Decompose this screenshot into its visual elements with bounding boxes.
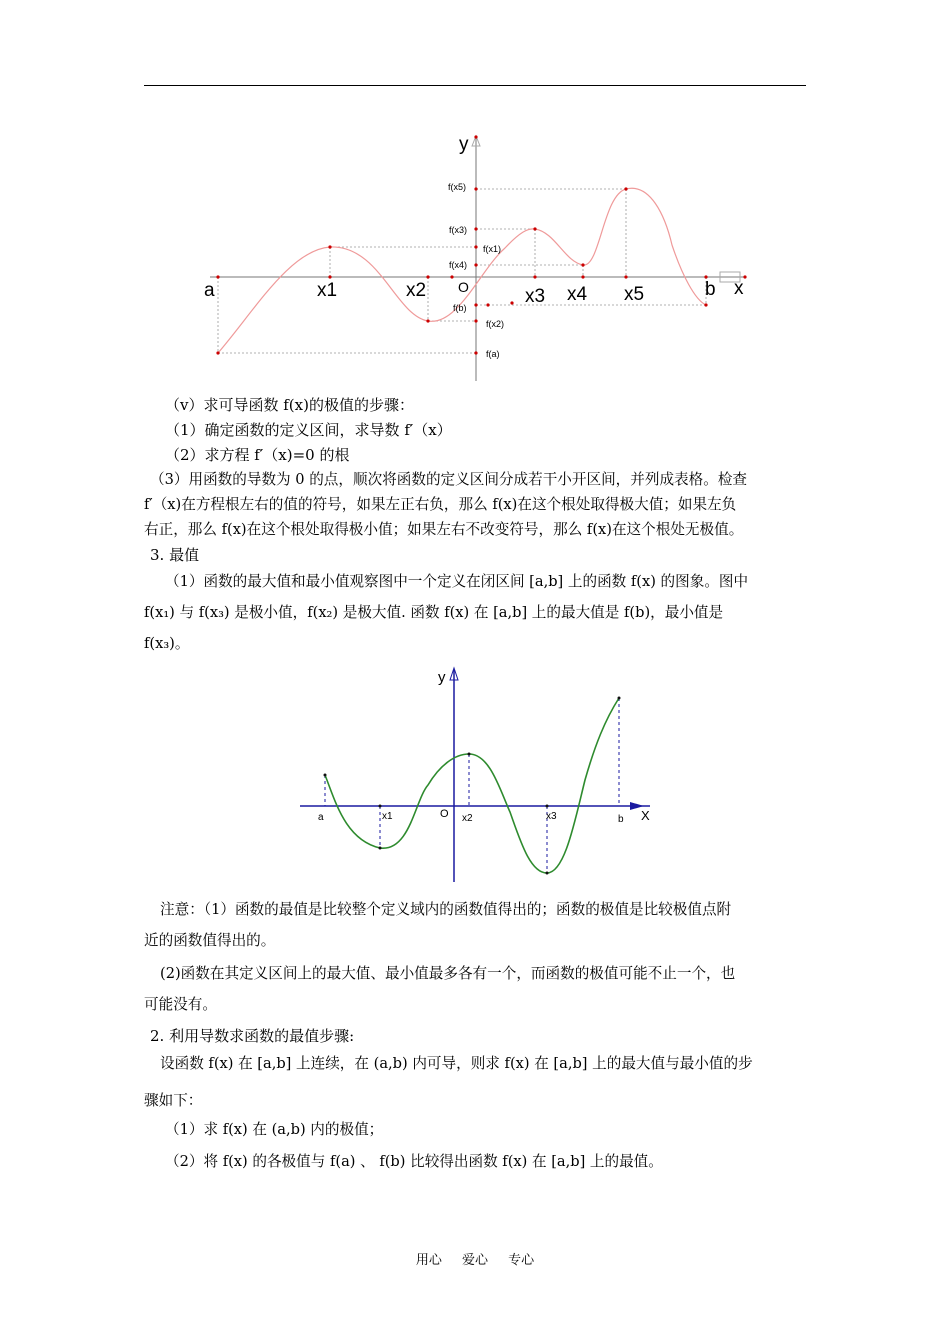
section-v-title: （v）求可导函数 f(x)的极值的步骤： [165, 396, 414, 414]
note2-line: (2)函数在其定义区间上的最大值、最小值最多各有一个，而函数的极值可能不止一个，也 [160, 965, 736, 982]
point-label-x3: x3 [546, 811, 557, 822]
footer-item: 用心 [415, 1253, 442, 1268]
section-2-intro-line: 骤如下： [144, 1092, 203, 1109]
section-v-step3-line: f′（x)在方程根左右的值的符号，如果左正右负，那么 f(x)在这个根处取得极大值；如果左负 [144, 496, 737, 513]
section-3-line: f(x₁) 与 f(x₃) 是极小值，f(x₂) 是极大值. 函数 f(x) 在 [a,b] 上的最大值是 f(b)，最小值是 [144, 604, 724, 621]
value-label-f-x3: f(x3) [449, 225, 467, 235]
value-label-f-x5: f(x5) [448, 182, 466, 192]
origin-label: O [458, 279, 469, 295]
x-axis-label: x [734, 278, 744, 299]
x-axis-label: X [641, 808, 650, 823]
value-label-f-x2: f(x2) [486, 319, 504, 329]
footer-item: 爱心 [461, 1253, 488, 1268]
section-2-step2: （2）将 f(x) 的各极值与 f(a) 、 f(b) 比较得出函数 f(x) 在 [a,b] 上的最值。 [165, 1153, 663, 1170]
value-label-f-x1: f(x1) [483, 244, 501, 254]
section-3-heading: 3. 最值 [150, 546, 200, 564]
extrema-graph [195, 128, 755, 383]
y-axis-label: y [459, 134, 469, 155]
point-label-b: b [705, 279, 716, 300]
point-label-b: b [618, 814, 624, 825]
note2-line: 可能没有。 [144, 996, 217, 1013]
point-label-x5: x5 [624, 284, 645, 305]
value-label-f-x4: f(x4) [449, 260, 467, 270]
point-label-x2: x2 [406, 280, 427, 301]
point-label-x3: x3 [525, 286, 546, 307]
section-v-step2: （2）求方程 f′（x)=0 的根 [165, 446, 350, 464]
section-2-heading: 2. 利用导数求函数的最值步骤: [150, 1027, 355, 1045]
point-label-x2: x2 [462, 813, 473, 824]
section-2-intro-line: 设函数 f(x) 在 [a,b] 上连续，在 (a,b) 内可导，则求 f(x) 在 [a,b] 上的最大值与最小值的步 [160, 1055, 753, 1072]
note1-line: 近的函数值得出的。 [144, 932, 276, 949]
page-footer [0, 1249, 950, 1268]
note1-line: 注意：（1）函数的最值是比较整个定义域内的函数值得出的；函数的极值是比较极值点附 [160, 901, 732, 918]
section-3-line: f(x₃)。 [144, 635, 190, 652]
point-label-x1: x1 [382, 811, 393, 822]
value-label-f-b: f(b) [453, 303, 467, 313]
point-label-a: a [318, 812, 324, 823]
section-2-step1: （1）求 f(x) 在 (a,b) 内的极值； [165, 1121, 384, 1138]
section-v-step3-line: 右正，那么 f(x)在这个根处取得极小值；如果左右不改变符号，那么 f(x)在这个根处无极值。 [144, 521, 744, 538]
max-min-graph [295, 662, 665, 884]
origin-label: O [440, 808, 449, 820]
value-label-f-a: f(a) [486, 349, 500, 359]
footer-item: 专心 [508, 1253, 535, 1268]
section-v-step3-line: （3）用函数的导数为 0 的点，顺次将函数的定义区间分成若干小开区间，并列成表格。检查 [150, 471, 748, 488]
point-label-a: a [204, 280, 215, 301]
point-label-x4: x4 [567, 284, 588, 305]
point-label-x1: x1 [317, 280, 338, 301]
section-3-line: （1）函数的最大值和最小值观察图中一个定义在闭区间 [a,b] 上的函数 f(x) 的图象。图中 [165, 573, 749, 590]
y-axis-label: y [438, 669, 446, 686]
section-v-step1: （1）确定函数的定义区间，求导数 f′（x） [165, 421, 452, 439]
header-rule [144, 85, 806, 86]
